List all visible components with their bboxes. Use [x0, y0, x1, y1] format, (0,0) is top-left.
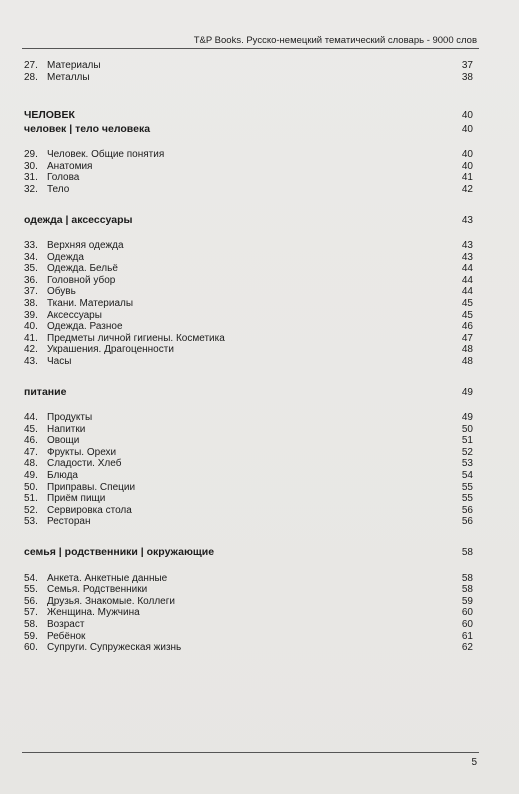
entry-title: Аксессуары [47, 309, 102, 321]
toc-entry [24, 424, 473, 436]
toc-entry [24, 505, 473, 517]
toc-entry [24, 333, 473, 345]
entry-page: 44 [461, 274, 473, 286]
section-page: 58 [461, 547, 473, 559]
entry-page: 52 [461, 446, 473, 458]
toc-entry [24, 447, 473, 459]
entry-page: 38 [461, 71, 473, 83]
entry-page: 41 [461, 172, 473, 184]
toc-entry [24, 573, 473, 585]
entry-number: 56. [24, 595, 38, 607]
entry-number: 55. [24, 584, 38, 596]
entry-title: Головной убор [47, 274, 116, 286]
entry-title: Овощи [47, 435, 80, 447]
entry-number: 29. [24, 149, 38, 161]
toc-entry [24, 412, 473, 424]
toc-entry [24, 149, 473, 161]
section-entries [24, 412, 473, 528]
section-title: одежда | аксессуары [24, 213, 133, 226]
entry-title: Приправы. Специи [47, 481, 136, 493]
entry-number: 48. [24, 458, 38, 470]
entry-page: 50 [461, 423, 473, 435]
top-entries [24, 60, 473, 83]
toc-entry [24, 298, 473, 310]
entry-number: 41. [24, 332, 38, 344]
toc-entry [24, 263, 473, 275]
entry-number: 43. [24, 356, 38, 367]
entry-title: Одежда. Бельё [47, 263, 118, 275]
entry-title: Ребёнок [47, 630, 86, 642]
entry-number: 27. [24, 60, 38, 71]
entry-title: Одежда [47, 251, 84, 263]
entry-title: Супруги. Супружеская жизнь [47, 642, 182, 654]
entry-title: Обувь [47, 286, 76, 298]
section-page: 49 [461, 386, 473, 398]
entry-title: Сладости. Хлеб [47, 458, 122, 470]
section-heading [24, 386, 473, 400]
entry-number: 52. [24, 504, 38, 516]
entry-number: 59. [24, 630, 38, 642]
entry-number: 51. [24, 493, 38, 505]
section-entries [24, 149, 473, 195]
entry-page: 55 [461, 481, 473, 493]
entry-title: Верхняя одежда [47, 240, 124, 252]
entry-number: 36. [24, 274, 38, 286]
toc-entry [24, 631, 473, 643]
entry-page: 42 [461, 183, 473, 195]
entry-page: 58 [461, 572, 473, 584]
toc-entry [24, 310, 473, 322]
toc-entry [24, 252, 473, 264]
running-header: T&P Books. Русско-немецкий тематический словарь - 9000 слов [193, 35, 477, 46]
entry-title: Друзья. Знакомые. Коллеги [47, 595, 175, 607]
entry-page: 59 [461, 595, 473, 607]
entry-title: Материалы [47, 60, 101, 71]
entry-number: 44. [24, 412, 38, 424]
toc-entry [24, 458, 473, 470]
toc-entry [24, 356, 473, 368]
toc-entry [24, 240, 473, 252]
entry-page: 60 [461, 618, 473, 630]
entry-page: 45 [461, 298, 473, 310]
entry-page: 37 [461, 60, 473, 71]
entry-number: 54. [24, 572, 38, 584]
entry-title: Предметы личной гигиены. Косметика [47, 332, 225, 344]
entry-number: 37. [24, 286, 38, 298]
entry-title: Металлы [47, 71, 90, 83]
entry-number: 47. [24, 446, 38, 458]
entry-number: 40. [24, 321, 38, 333]
entry-page: 61 [461, 630, 473, 642]
toc-entry [24, 607, 473, 619]
table-of-contents [24, 60, 473, 654]
entry-page: 53 [461, 458, 473, 470]
entry-number: 28. [24, 71, 38, 83]
entry-title: Анатомия [47, 160, 93, 172]
entry-page: 48 [461, 356, 473, 367]
entry-number: 33. [24, 240, 38, 252]
section-heading [24, 214, 473, 228]
toc-entry [24, 161, 473, 173]
entry-title: Фрукты. Орехи [47, 446, 117, 458]
entry-number: 34. [24, 251, 38, 263]
entry-page: 44 [461, 263, 473, 275]
entry-title: Продукты [47, 412, 93, 424]
entry-number: 57. [24, 607, 38, 619]
entry-title: Одежда. Разное [47, 321, 123, 333]
toc-entry [24, 470, 473, 482]
entry-number: 35. [24, 263, 38, 275]
part-heading [24, 109, 473, 123]
entry-title: Напитки [47, 423, 86, 435]
toc-entry [24, 60, 473, 72]
part-title: ЧЕЛОВЕК [24, 109, 75, 122]
entry-number: 42. [24, 344, 38, 356]
entry-title: Блюда [47, 470, 78, 482]
entry-title: Возраст [47, 618, 85, 630]
entry-number: 60. [24, 642, 38, 654]
toc-entry [24, 286, 473, 298]
entry-page: 48 [461, 344, 473, 356]
entry-page: 47 [461, 332, 473, 344]
entry-title: Человек. Общие понятия [47, 149, 165, 161]
entry-page: 43 [461, 251, 473, 263]
toc-entry [24, 619, 473, 631]
entry-page: 49 [461, 412, 473, 424]
entry-page: 56 [461, 516, 473, 528]
footer-rule [22, 752, 479, 753]
entry-number: 46. [24, 435, 38, 447]
section-title: человек | тело человека [24, 122, 151, 135]
section-title: семья | родственники | окружающие [24, 546, 215, 559]
toc-entry [24, 275, 473, 287]
entry-page: 51 [461, 435, 473, 447]
entry-page: 58 [461, 584, 473, 596]
entry-number: 49. [24, 470, 38, 482]
toc-entry [24, 321, 473, 333]
section-heading [24, 546, 473, 560]
entry-page: 43 [461, 240, 473, 252]
entry-page: 55 [461, 493, 473, 505]
entry-title: Украшения. Драгоценности [47, 344, 174, 356]
entry-page: 46 [461, 321, 473, 333]
section-entries [24, 240, 473, 368]
toc-entry [24, 642, 473, 654]
entry-number: 50. [24, 481, 38, 493]
toc-entry [24, 493, 473, 505]
entry-number: 39. [24, 309, 38, 321]
entry-title: Семья. Родственники [47, 584, 148, 596]
entry-page: 56 [461, 504, 473, 516]
toc-entry [24, 482, 473, 494]
entry-page: 40 [461, 160, 473, 172]
toc-entry [24, 344, 473, 356]
section-heading [24, 123, 473, 137]
part-page: 40 [461, 110, 473, 122]
entry-page: 45 [461, 309, 473, 321]
section-page: 40 [461, 123, 473, 135]
entry-number: 32. [24, 183, 38, 195]
toc-entry [24, 516, 473, 528]
toc-entry [24, 72, 473, 84]
entry-number: 53. [24, 516, 38, 528]
toc-entry [24, 584, 473, 596]
section-entries [24, 573, 473, 654]
entry-title: Часы [47, 356, 72, 367]
entry-title: Анкета. Анкетные данные [47, 572, 168, 584]
entry-page: 54 [461, 470, 473, 482]
entry-number: 45. [24, 423, 38, 435]
entry-number: 30. [24, 160, 38, 172]
header-rule [22, 48, 479, 49]
toc-entry [24, 596, 473, 608]
entry-page: 40 [461, 149, 473, 161]
section-page: 43 [461, 214, 473, 226]
entry-title: Женщина. Мужчина [47, 607, 140, 619]
entry-number: 38. [24, 298, 38, 310]
entry-title: Голова [47, 172, 80, 184]
entry-number: 31. [24, 172, 38, 184]
entry-title: Ресторан [47, 516, 91, 528]
section-title: питание [24, 385, 67, 398]
toc-entry [24, 184, 473, 196]
toc-entry [24, 172, 473, 184]
toc-entry [24, 435, 473, 447]
entry-title: Тело [47, 183, 70, 195]
entry-page: 44 [461, 286, 473, 298]
entry-title: Ткани. Материалы [47, 298, 134, 310]
entry-page: 62 [461, 642, 473, 654]
page-number: 5 [471, 757, 477, 768]
entry-page: 60 [461, 607, 473, 619]
entry-title: Сервировка стола [47, 504, 132, 516]
entry-title: Приём пищи [47, 493, 106, 505]
entry-number: 58. [24, 618, 38, 630]
